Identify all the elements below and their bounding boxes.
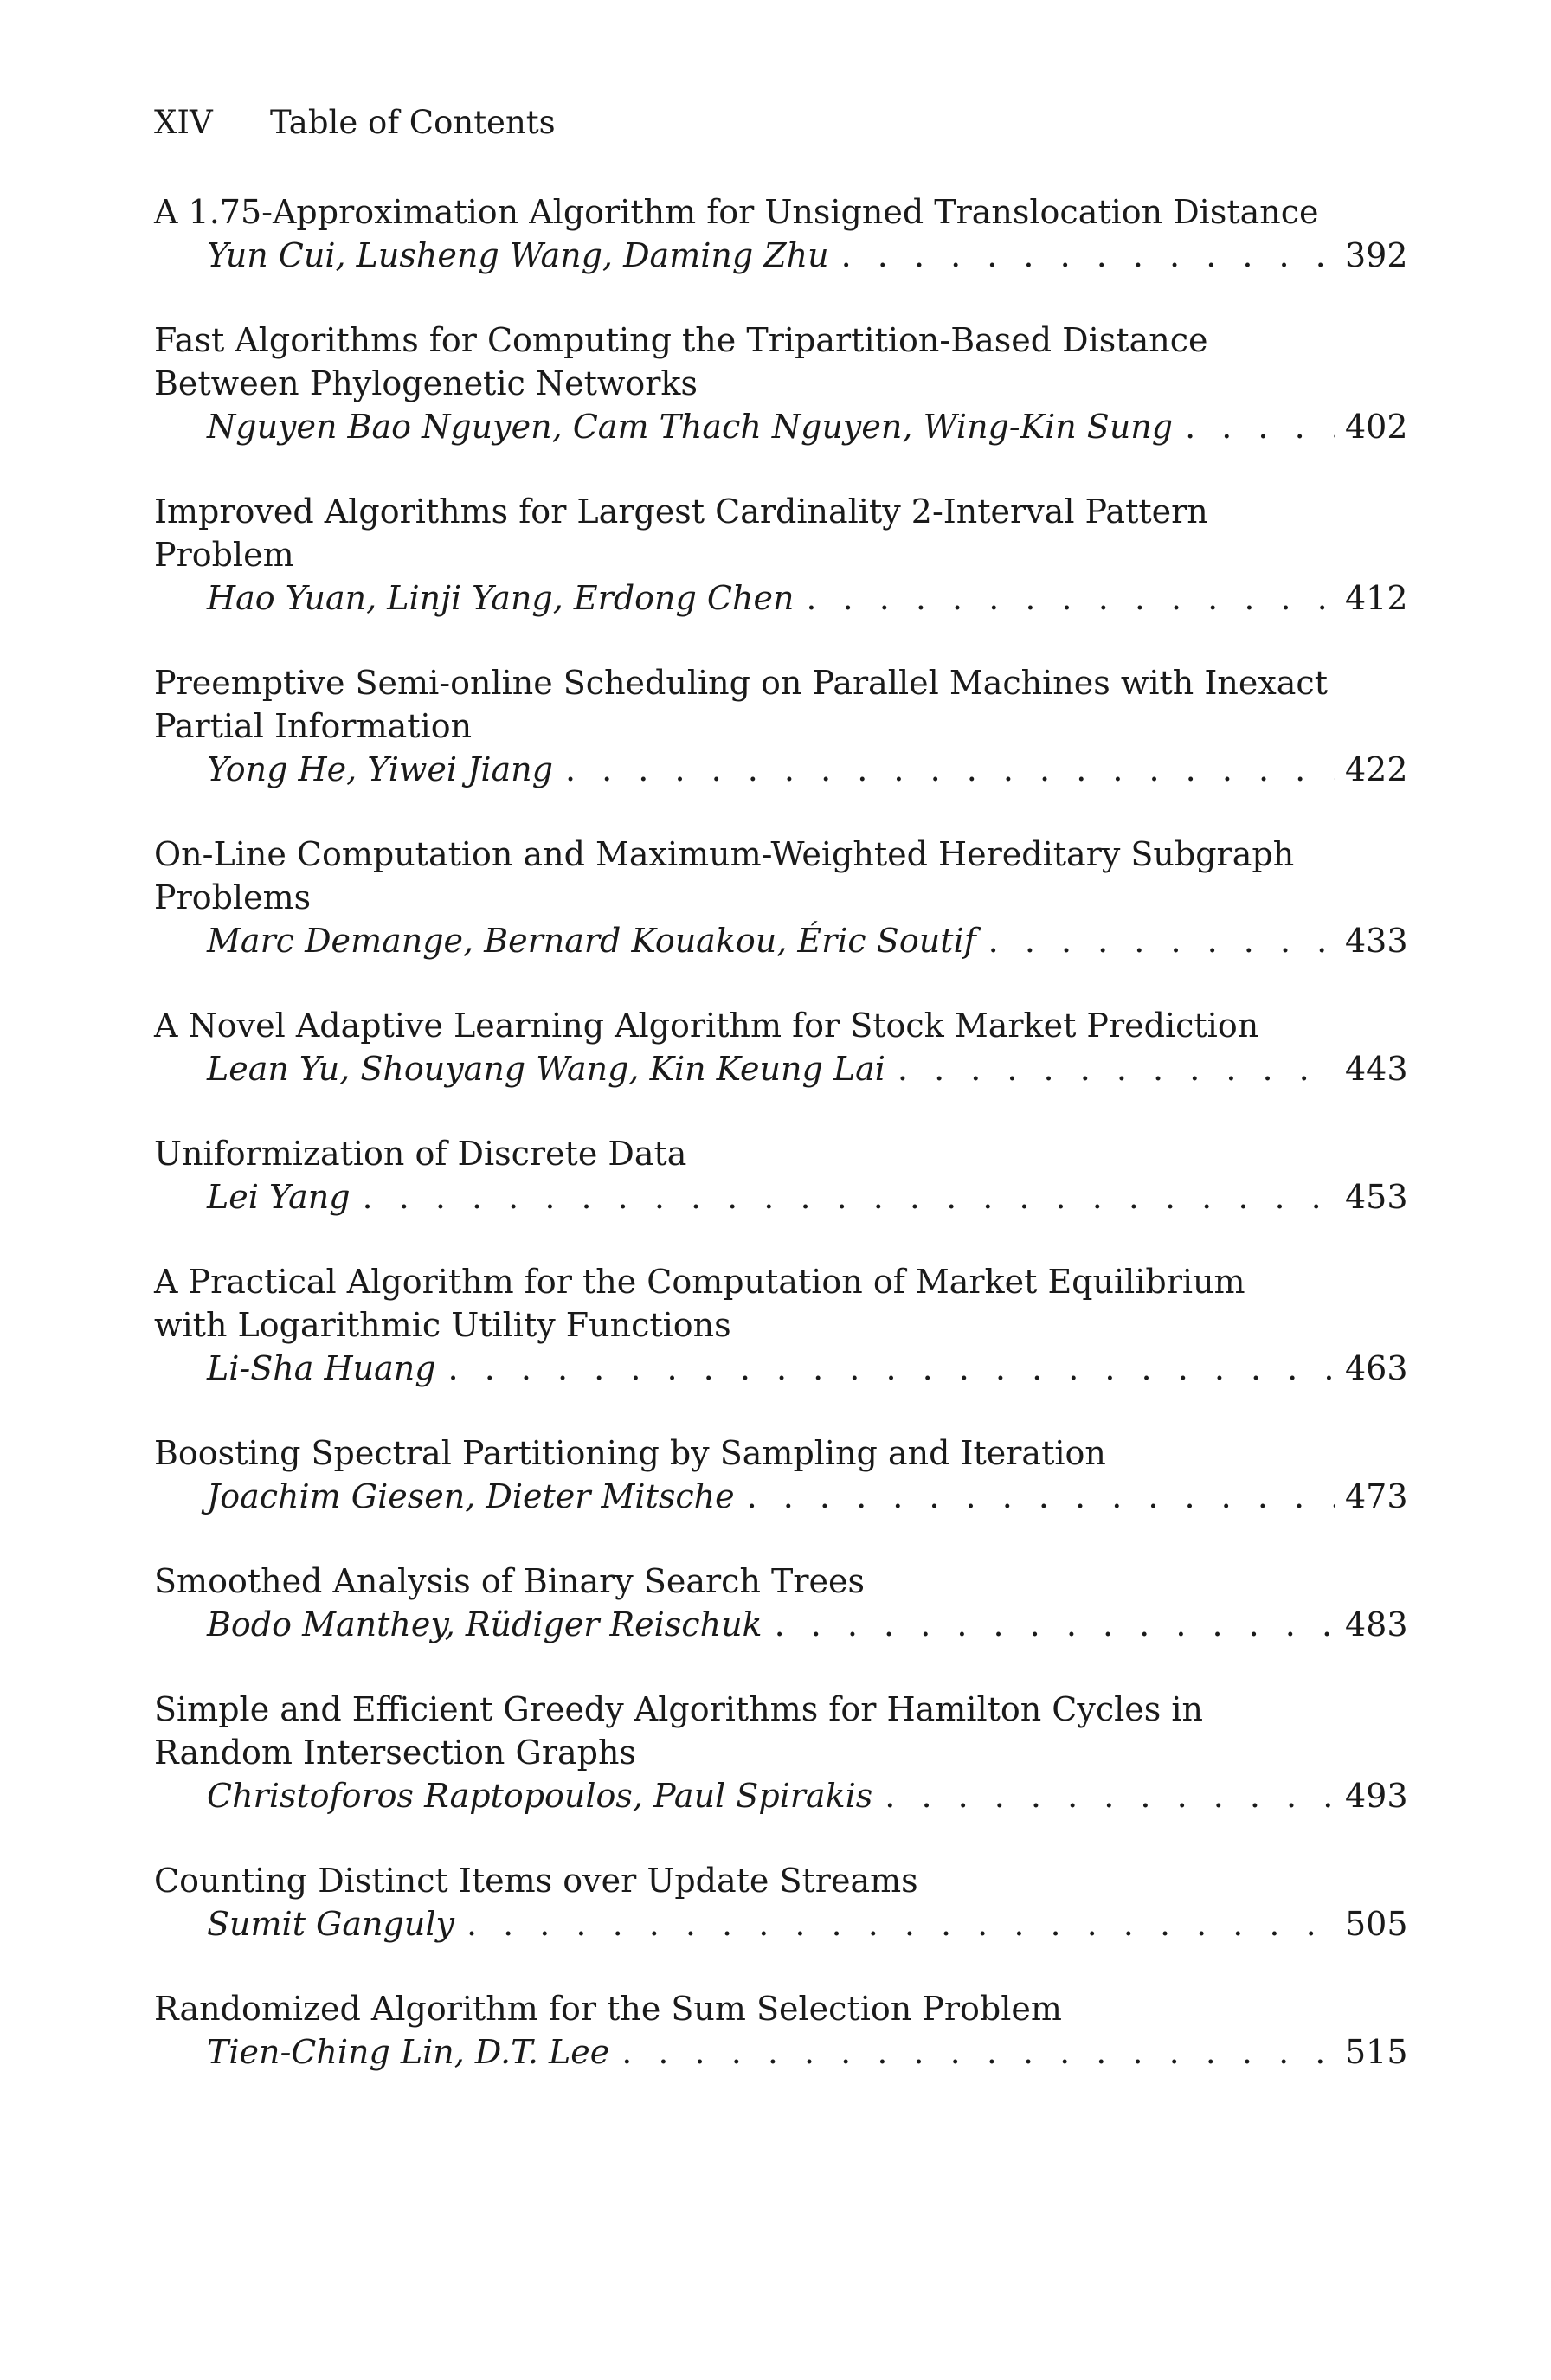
- entry-author-line: [154, 748, 1408, 791]
- entry-title-line: Counting Distinct Items over Update Streams: [154, 1862, 918, 1900]
- toc-entry: [154, 1987, 1408, 2074]
- entry-authors: Tien-Ching Lin, D.T. Lee: [207, 2033, 610, 2071]
- dot-leader: [806, 576, 1335, 620]
- toc-entry: [154, 1688, 1408, 1817]
- entry-author-line: [154, 2030, 1408, 2074]
- entry-authors: Joachim Giesen, Dieter Mitsche: [207, 1477, 735, 1515]
- entry-title-line: Problem: [154, 536, 294, 574]
- toc-entry: [154, 1132, 1408, 1219]
- entry-title-line: Random Intersection Graphs: [154, 1734, 636, 1772]
- entry-title-line: A Practical Algorithm for the Computation of Market Equilibrium: [154, 1263, 1245, 1301]
- entry-authors: Nguyen Bao Nguyen, Cam Thach Nguyen, Wing-Kin Sung: [207, 408, 1174, 446]
- toc-entry: [154, 1431, 1408, 1518]
- entry-authors: Lei Yang: [207, 1178, 351, 1216]
- toc-entry: [154, 661, 1408, 791]
- toc-entry: [154, 833, 1408, 962]
- entry-authors: Yun Cui, Lusheng Wang, Daming Zhu: [207, 236, 829, 274]
- entry-authors: Yong He, Yiwei Jiang: [207, 750, 553, 788]
- entry-author-line: [154, 405, 1408, 448]
- entry-authors: Li-Sha Huang: [207, 1349, 436, 1387]
- entry-page-number: 453: [1345, 1178, 1408, 1216]
- dot-leader: [988, 919, 1335, 962]
- entry-author-line: [154, 1603, 1408, 1646]
- dot-leader: [565, 748, 1335, 791]
- entry-title-line: Uniformization of Discrete Data: [154, 1135, 687, 1173]
- entry-title-line: Fast Algorithms for Computing the Tripartition-Based Distance: [154, 321, 1208, 359]
- entry-title-line: Partial Information: [154, 707, 473, 745]
- entry-page-number: 392: [1345, 236, 1408, 274]
- entry-authors: Lean Yu, Shouyang Wang, Kin Keung Lai: [207, 1050, 885, 1088]
- entry-page-number: 493: [1345, 1777, 1408, 1815]
- entry-page-number: 473: [1345, 1477, 1408, 1515]
- section-title: Table of Contents: [270, 104, 556, 141]
- page-number-roman: XIV: [154, 104, 213, 141]
- toc-entry: [154, 1560, 1408, 1646]
- entry-title-line: Improved Algorithms for Largest Cardinality 2-Interval Pattern: [154, 492, 1208, 531]
- toc-entry: [154, 1859, 1408, 1946]
- entry-page-number: 433: [1345, 922, 1408, 960]
- entry-author-line: [154, 576, 1408, 620]
- entry-page-number: 505: [1345, 1905, 1408, 1943]
- toc-entry: [154, 490, 1408, 620]
- entry-title-line: A 1.75-Approximation Algorithm for Unsigned Translocation Distance: [154, 193, 1319, 231]
- entry-page-number: 412: [1345, 579, 1408, 617]
- running-head: [154, 102, 556, 144]
- entry-authors: Marc Demange, Bernard Kouakou, Éric Soutif: [207, 922, 976, 960]
- dot-leader: [885, 1774, 1335, 1817]
- entry-page-number: 463: [1345, 1349, 1408, 1387]
- dot-leader: [363, 1175, 1335, 1219]
- dot-leader: [747, 1475, 1335, 1518]
- entry-title-line: On-Line Computation and Maximum-Weighted Hereditary Subgraph: [154, 835, 1295, 873]
- entry-page-number: 443: [1345, 1050, 1408, 1088]
- entry-authors: Sumit Ganguly: [207, 1905, 454, 1943]
- toc-entry: [154, 318, 1408, 448]
- entry-title-line: Preemptive Semi-online Scheduling on Parallel Machines with Inexact: [154, 664, 1328, 702]
- entry-authors: Bodo Manthey, Rüdiger Reischuk: [207, 1605, 763, 1643]
- entry-page-number: 402: [1345, 408, 1408, 446]
- entry-title-line: Problems: [154, 878, 312, 917]
- entry-page-number: 422: [1345, 750, 1408, 788]
- dot-leader: [775, 1603, 1335, 1646]
- entry-author-line: [154, 1047, 1408, 1090]
- entry-authors: Hao Yuan, Linji Yang, Erdong Chen: [207, 579, 795, 617]
- entry-title-line: Randomized Algorithm for the Sum Selection Problem: [154, 1990, 1062, 2028]
- entry-title-line: Between Phylogenetic Networks: [154, 364, 698, 402]
- entry-authors: Christoforos Raptopoulos, Paul Spirakis: [207, 1777, 873, 1815]
- entry-author-line: [154, 1175, 1408, 1219]
- entry-title-line: Smoothed Analysis of Binary Search Trees: [154, 1562, 865, 1600]
- entry-title-line: A Novel Adaptive Learning Algorithm for Stock Market Prediction: [154, 1007, 1259, 1045]
- entry-page-number: 483: [1345, 1605, 1408, 1643]
- dot-leader: [621, 2030, 1335, 2074]
- toc-entry: [154, 190, 1408, 277]
- toc-entry: [154, 1260, 1408, 1390]
- dot-leader: [1185, 405, 1335, 448]
- entry-author-line: [154, 1902, 1408, 1946]
- toc-entry: [154, 1004, 1408, 1090]
- dot-leader: [467, 1902, 1335, 1946]
- entry-page-number: 515: [1345, 2033, 1408, 2071]
- entry-title-line: Boosting Spectral Partitioning by Sampling and Iteration: [154, 1434, 1106, 1472]
- table-of-contents: [154, 190, 1408, 2115]
- entry-title-line: with Logarithmic Utility Functions: [154, 1306, 731, 1344]
- entry-author-line: [154, 1475, 1408, 1518]
- dot-leader: [448, 1347, 1335, 1390]
- dot-leader: [841, 234, 1335, 277]
- entry-author-line: [154, 1774, 1408, 1817]
- dot-leader: [898, 1047, 1335, 1090]
- entry-author-line: [154, 919, 1408, 962]
- entry-author-line: [154, 234, 1408, 277]
- entry-title-line: Simple and Efficient Greedy Algorithms for Hamilton Cycles in: [154, 1690, 1203, 1728]
- entry-author-line: [154, 1347, 1408, 1390]
